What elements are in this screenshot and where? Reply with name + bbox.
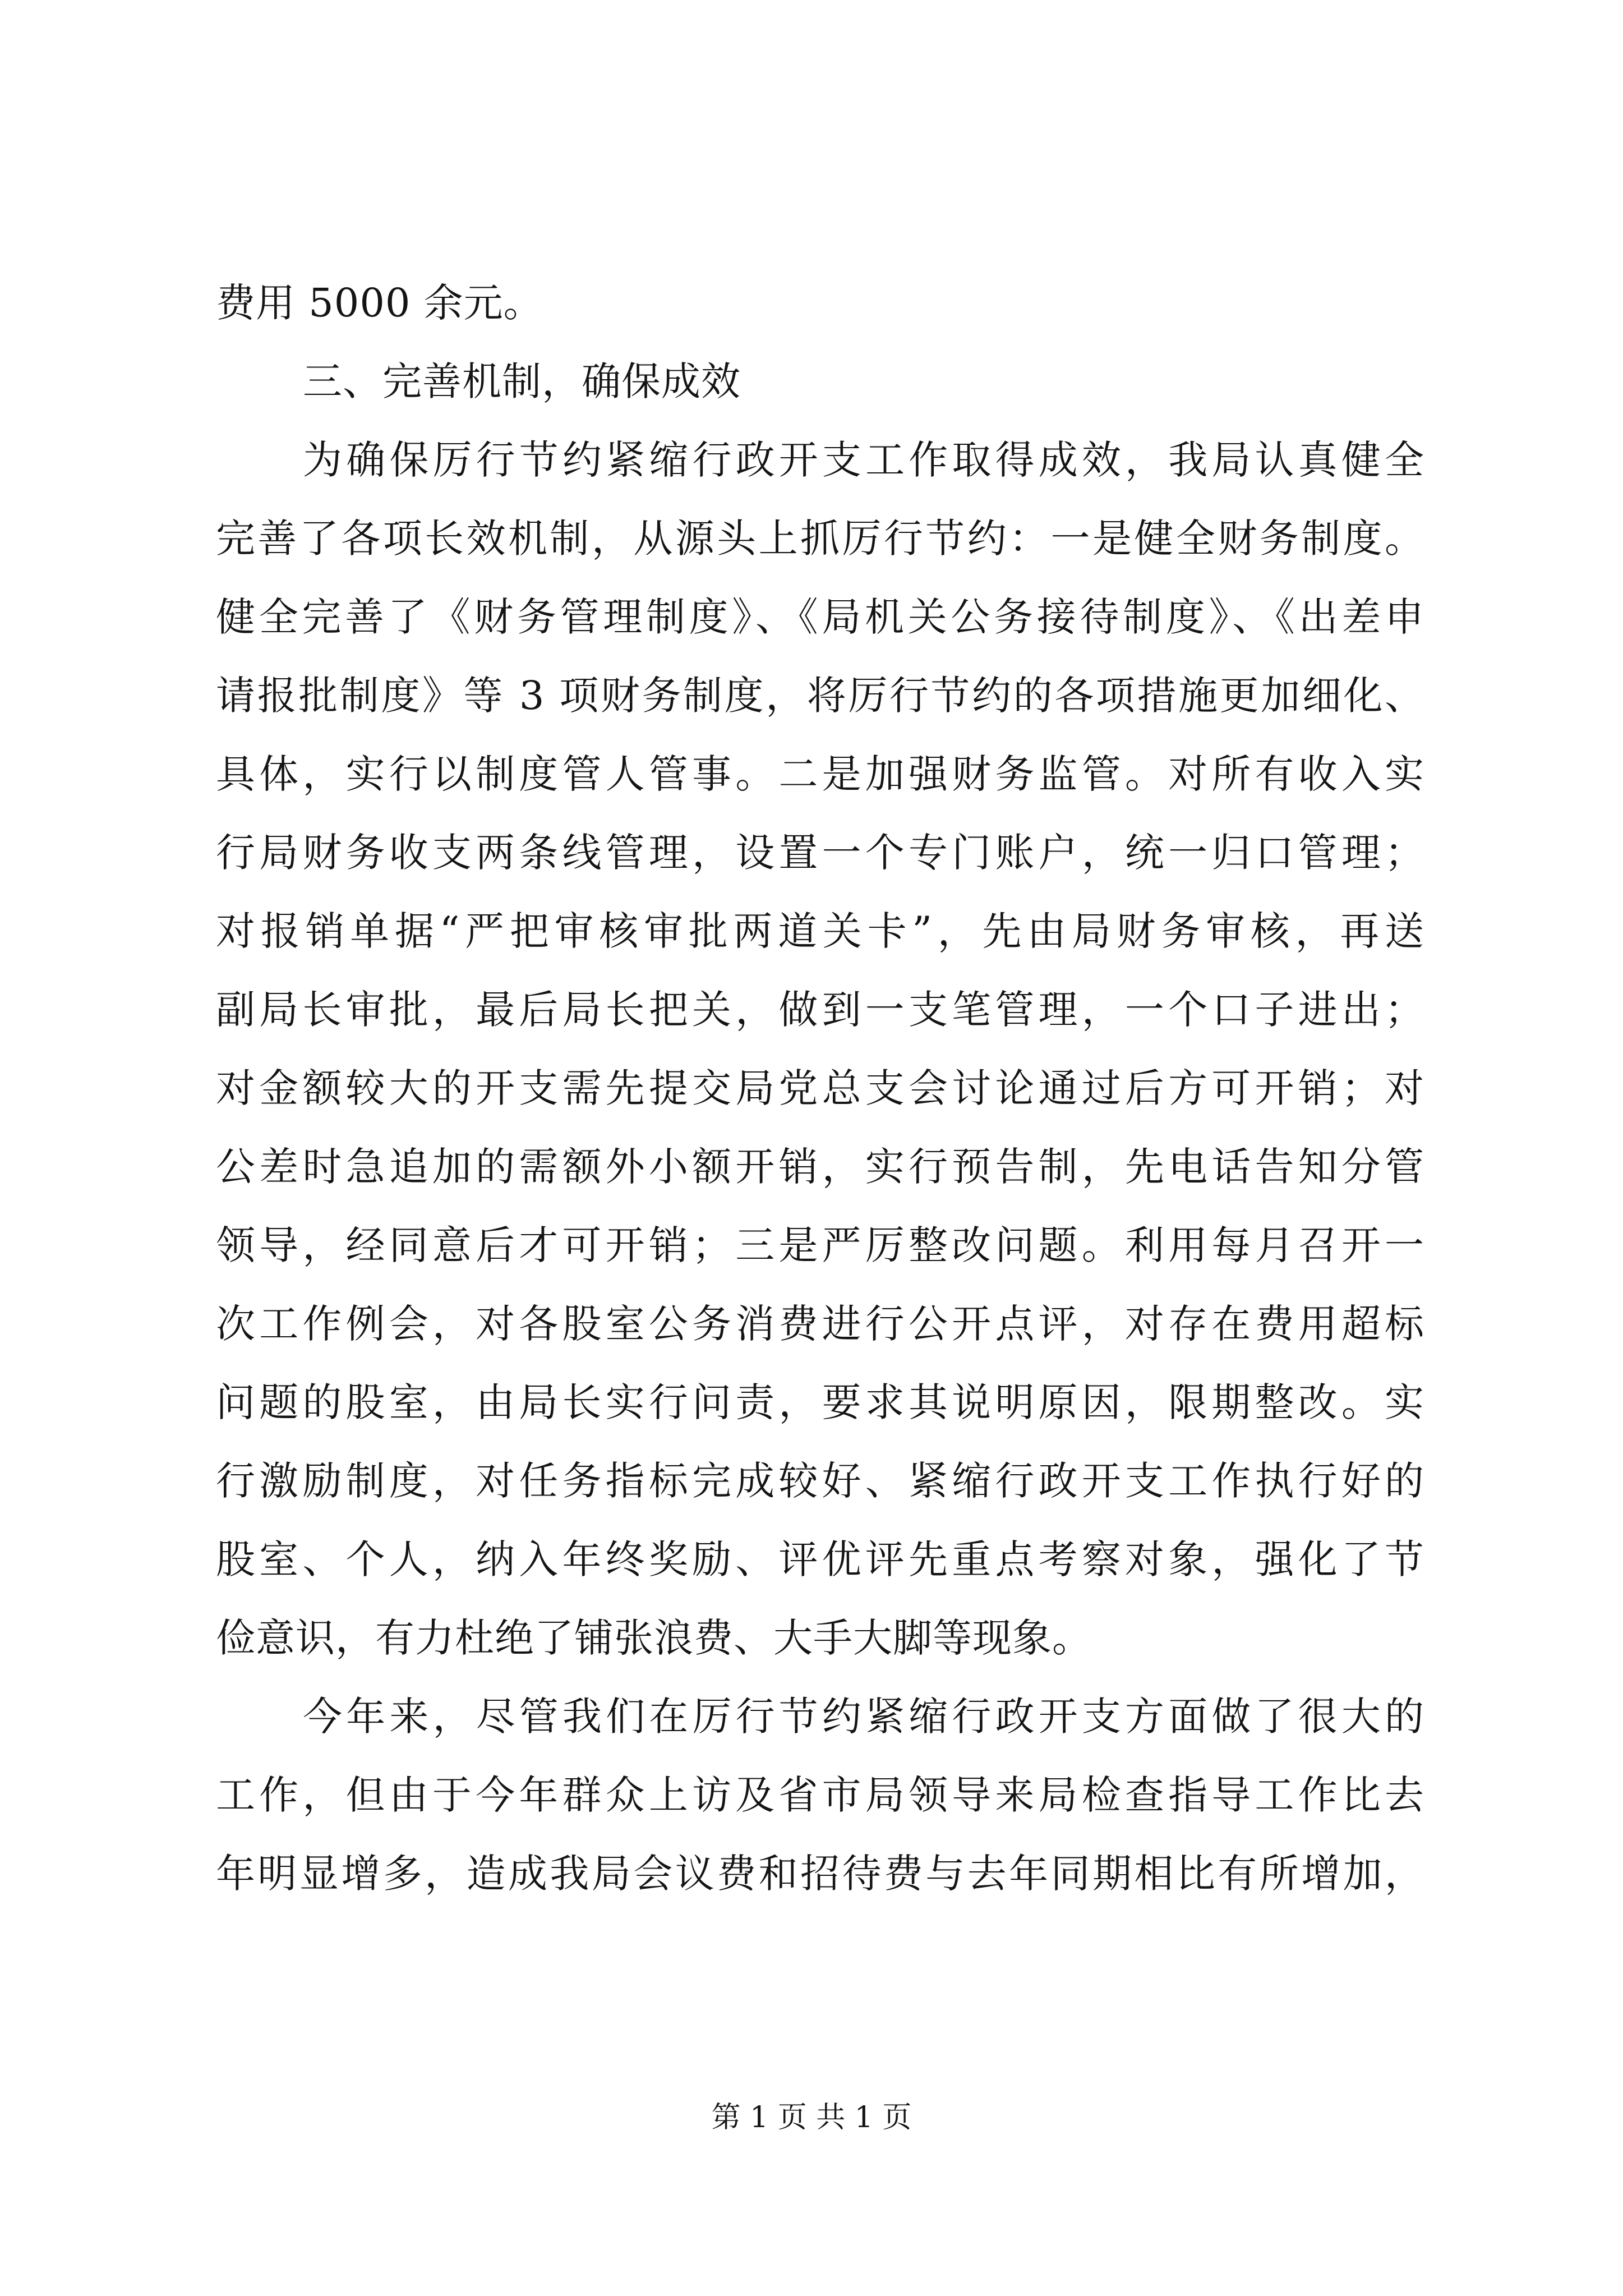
text-line: 领导，经同意后才可开销；三是严厉整改问题。利用每月召开一 <box>216 1222 1424 1268</box>
text-line: 对金额较大的开支需先提交局党总支会讨论通过后方可开销；对 <box>216 1065 1424 1111</box>
text-line: 公差时急追加的需额外小额开销，实行预告制，先电话告知分管 <box>216 1144 1424 1190</box>
text-line: 为确保厉行节约紧缩行政开支工作取得成效，我局认真健全 <box>303 437 1424 483</box>
text-line: 俭意识，有力杜绝了铺张浪费、大手大脚等现象。 <box>216 1615 1092 1661</box>
text-line: 工作，但由于今年群众上访及省市局领导来局检查指导工作比去 <box>216 1772 1424 1818</box>
text-line: 副局长审批，最后局长把关，做到一支笔管理，一个口子进出； <box>216 987 1424 1033</box>
page-footer <box>0 2101 1623 2134</box>
text-line: 行激励制度，对任务指标完成较好、紧缩行政开支工作执行好的 <box>216 1458 1424 1504</box>
page-number: 第 1 页 共 1 页 <box>711 2101 912 2134</box>
text-line: 健全完善了《财务管理制度》、《局机关公务接待制度》、《出差申 <box>216 594 1424 640</box>
text-line: 问题的股室，由局长实行问责，要求其说明原因，限期整改。实 <box>216 1379 1424 1425</box>
body-text <box>216 264 1424 1913</box>
text-line: 年明显增多，造成我局会议费和招待费与去年同期相比有所增加， <box>216 1851 1424 1897</box>
text-line: 完善了各项长效机制，从源头上抓厉行节约：一是健全财务制度。 <box>216 516 1424 562</box>
text-line: 今年来，尽管我们在厉行节约紧缩行政开支方面做了很大的 <box>303 1694 1424 1740</box>
text-line: 行局财务收支两条线管理，设置一个专门账户，统一归口管理； <box>216 830 1424 876</box>
text-line: 次工作例会，对各股室公务消费进行公开点评，对存在费用超标 <box>216 1301 1424 1347</box>
section-heading: 三、完善机制，确保成效 <box>303 358 741 404</box>
text-line: 股室、个人，纳入年终奖励、评优评先重点考察对象，强化了节 <box>216 1536 1424 1582</box>
text-line: 具体，实行以制度管人管事。二是加强财务监管。对所有收入实 <box>216 751 1424 797</box>
text-line: 费用 5000 余元。 <box>216 280 543 326</box>
text-line: 对报销单据“严把审核审批两道关卡”，先由局财务审核，再送 <box>216 908 1424 954</box>
text-line: 请报批制度》等 3 项财务制度，将厉行节约的各项措施更加细化、 <box>216 673 1424 719</box>
